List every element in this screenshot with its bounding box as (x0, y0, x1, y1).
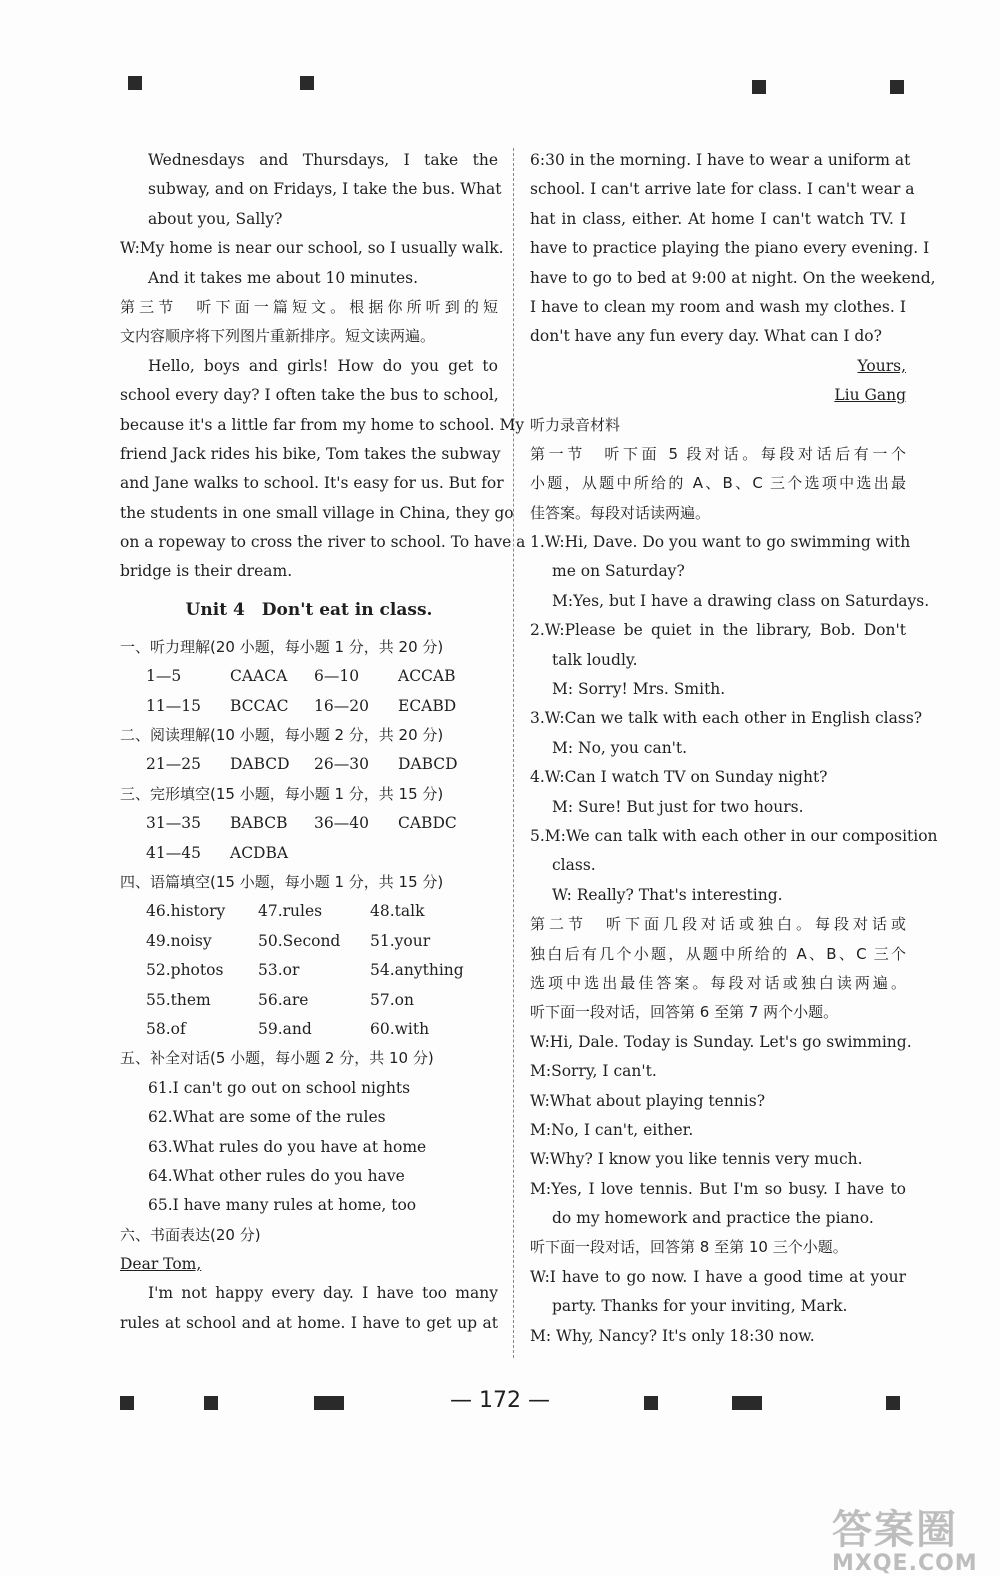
text-line: about you, Sally? (148, 209, 283, 228)
dialogue-line: M:Yes, I love tennis. But I'm so busy. I have to (530, 1179, 906, 1198)
dialogue-line: 1.W:Hi, Dave. Do you want to go swimming with (530, 533, 911, 552)
section-heading: 一、听力理解(20 小题，每小题 1 分，共 20 分) (120, 637, 444, 656)
answer-cell: 60.with (370, 1019, 430, 1038)
watermark-url: MXQE.COM (832, 1551, 978, 1576)
right-column (530, 146, 938, 1351)
registration-mark (204, 1396, 218, 1410)
dialogue-line: class. (552, 856, 596, 875)
dialogue-line: M:Sorry, I can't. (530, 1062, 657, 1081)
section-heading: 佳答案。每段对话读两遍。 (530, 503, 711, 522)
page-number: — 172 — (450, 1388, 550, 1413)
answer-cell: 56.are (258, 990, 309, 1009)
text-line: W:My home is near our school, so I usually walk. (120, 239, 504, 258)
answer-cell: 46.history (146, 902, 226, 921)
answer-range: 31—35 (146, 814, 201, 833)
answer-cell: 54.anything (370, 961, 464, 980)
answer-cell: 59.and (258, 1019, 312, 1038)
answer-line: 63.What rules do you have at home (148, 1137, 427, 1156)
section-heading: 小题，从题中所给的 A、B、C 三个选项中选出最 (530, 474, 906, 493)
passage-line: because it's a little far from my home to school. My (120, 415, 525, 434)
answer-range: 36—40 (314, 814, 369, 833)
registration-mark (128, 76, 142, 90)
answer-cell: 50.Second (258, 931, 341, 950)
letter-line: have to practice playing the piano every evening. I (530, 239, 930, 258)
answer-row (120, 956, 498, 985)
answer-cell: 52.photos (146, 961, 224, 980)
answer-cell: 47.rules (258, 902, 323, 921)
letter-line: hat in class, either. At home I can't watch TV. I (530, 209, 906, 228)
answer-row (120, 662, 498, 691)
section-heading: 第二节 听下面几段对话或独白。每段对话或 (530, 915, 906, 934)
dialogue-line: M: Why, Nancy? It's only 18:30 now. (530, 1326, 815, 1345)
letter-salutation: Dear Tom, (120, 1255, 202, 1274)
section-heading: 第三节 听下面一篇短文。根据你所听到的短 (120, 297, 498, 316)
text-line: Wednesdays and Thursdays, I take the (148, 151, 498, 169)
section-heading: 听下面一段对话，回答第 6 至第 7 两个小题。 (530, 1003, 839, 1022)
answer-row (120, 809, 498, 838)
answer-keys: BCCAC (230, 696, 289, 715)
registration-mark (886, 1396, 900, 1410)
section-heading: 二、阅读理解(10 小题，每小题 2 分，共 20 分) (120, 726, 444, 745)
column-divider (513, 148, 514, 1358)
answer-keys: ACCAB (398, 667, 456, 686)
letter-line: have to go to bed at 9:00 at night. On the weekend, (530, 268, 936, 287)
section-heading: 三、完形填空(15 小题，每小题 1 分，共 15 分) (120, 784, 444, 803)
answer-keys: CAACA (230, 667, 288, 686)
unit-title: Unit 4 Don't eat in class. (185, 599, 433, 620)
dialogue-line: me on Saturday? (552, 562, 685, 581)
answer-keys: ACDBA (230, 843, 289, 862)
answer-row (120, 692, 498, 721)
registration-mark (890, 80, 904, 94)
passage-line: and Jane walks to school. It's easy for us. But for (120, 474, 504, 493)
passage-line: the students in one small village in China, they go (120, 503, 514, 522)
answer-line: 62.What are some of the rules (148, 1108, 386, 1127)
letter-line: rules at school and at home. I have to get up at (120, 1313, 498, 1332)
letter-line: I'm not happy every day. I have too many (148, 1284, 498, 1303)
answer-cell: 55.them (146, 990, 211, 1009)
answer-range: 26—30 (314, 755, 369, 774)
dialogue-line: do my homework and practice the piano. (552, 1209, 874, 1228)
answer-row (120, 927, 498, 956)
answer-range: 11—15 (146, 696, 201, 715)
dialogue-line: talk loudly. (552, 650, 638, 669)
passage-line: bridge is their dream. (120, 562, 293, 581)
registration-mark (314, 1396, 344, 1410)
answer-cell: 49.noisy (146, 931, 212, 950)
dialogue-line: 5.M:We can talk with each other in our composition (530, 826, 938, 845)
letter-line: school. I can't arrive late for class. I can't wear a (530, 180, 915, 199)
text-line: And it takes me about 10 minutes. (148, 268, 419, 287)
watermark (832, 1498, 978, 1576)
script-title: 听力录音材料 (530, 415, 621, 434)
dialogue-line: M: Sure! But just for two hours. (552, 797, 804, 816)
answer-cell: 53.or (258, 961, 300, 980)
answer-cell: 51.your (370, 931, 431, 950)
answer-row (120, 839, 498, 868)
answer-keys: BABCB (230, 814, 288, 833)
answer-line: 61.I can't go out on school nights (148, 1078, 411, 1097)
answer-cell: 58.of (146, 1019, 186, 1038)
section-heading: 六、书面表达(20 分) (120, 1225, 261, 1244)
answer-line: 64.What other rules do you have (148, 1166, 405, 1185)
registration-mark (300, 76, 314, 90)
registration-mark (120, 1396, 134, 1410)
registration-mark (732, 1396, 762, 1410)
letter-signature: Liu Gang (834, 386, 906, 405)
passage-line: on a ropeway to cross the river to school. To have a (120, 533, 526, 552)
section-heading: 独白后有几个小题，从题中所给的 A、B、C 三个 (530, 944, 906, 963)
answer-range: 1—5 (146, 667, 182, 686)
dialogue-line: W:What about playing tennis? (530, 1091, 766, 1110)
answer-cell: 57.on (370, 990, 414, 1009)
watermark-logo: 答案圈 (832, 1507, 958, 1553)
dialogue-line: 2.W:Please be quiet in the library, Bob. Don't (530, 621, 906, 640)
dialogue-line: M: No, you can't. (552, 738, 688, 757)
answer-range: 21—25 (146, 755, 201, 774)
registration-mark (752, 80, 766, 94)
section-heading: 听下面一段对话，回答第 8 至第 10 三个小题。 (530, 1238, 848, 1257)
answer-keys: DABCD (398, 755, 458, 774)
answer-row (120, 986, 498, 1015)
left-column (120, 146, 526, 1338)
answer-row (120, 897, 498, 926)
text-line: subway, and on Fridays, I take the bus. What (148, 180, 502, 199)
section-heading: 第一节 听下面 5 段对话。每段对话后有一个 (530, 444, 906, 463)
answer-keys: DABCD (230, 755, 290, 774)
passage-line: Hello, boys and girls! How do you get to (148, 356, 498, 375)
answer-keys: ECABD (398, 696, 457, 715)
answer-keys: CABDC (398, 814, 457, 833)
answer-cell: 48.talk (370, 902, 425, 921)
answer-row (120, 1015, 498, 1044)
dialogue-line: M:No, I can't, either. (530, 1120, 694, 1139)
section-heading: 四、语篇填空(15 小题，每小题 1 分，共 15 分) (120, 872, 444, 891)
dialogue-line: M: Sorry! Mrs. Smith. (552, 680, 726, 699)
answer-range: 16—20 (314, 696, 369, 715)
answer-line: 65.I have many rules at home, too (148, 1196, 417, 1215)
section-heading: 五、补全对话(5 小题，每小题 2 分，共 10 分) (120, 1049, 434, 1068)
answer-range: 6—10 (314, 667, 360, 686)
dialogue-line: W:I have to go now. I have a good time at your (530, 1267, 906, 1286)
dialogue-line: W:Hi, Dale. Today is Sunday. Let's go swimming. (530, 1032, 912, 1051)
dialogue-line: M:Yes, but I have a drawing class on Saturdays. (552, 591, 930, 610)
passage-line: friend Jack rides his bike, Tom takes the subway (120, 444, 501, 463)
dialogue-line: W: Really? That's interesting. (552, 885, 783, 904)
letter-line: I have to clean my room and wash my clothes. I (530, 297, 906, 316)
dialogue-line: 4.W:Can I watch TV on Sunday night? (530, 768, 828, 787)
dialogue-line: 3.W:Can we talk with each other in English class? (530, 709, 923, 728)
answer-range: 41—45 (146, 843, 201, 862)
letter-line: 6:30 in the morning. I have to wear a uniform at (530, 151, 911, 169)
letter-closing: Yours, (857, 356, 906, 375)
passage-line: school every day? I often take the bus to school, (120, 386, 499, 405)
section-heading: 选项中选出最佳答案。每段对话或独白读两遍。 (530, 973, 906, 992)
section-heading: 文内容顺序将下列图片重新排序。短文读两遍。 (120, 327, 436, 346)
dialogue-line: party. Thanks for your inviting, Mark. (552, 1297, 848, 1316)
letter-line: don't have any fun every day. What can I do? (530, 327, 882, 346)
dialogue-line: W:Why? I know you like tennis very much. (530, 1150, 863, 1169)
registration-mark (644, 1396, 658, 1410)
answer-row (120, 750, 498, 779)
